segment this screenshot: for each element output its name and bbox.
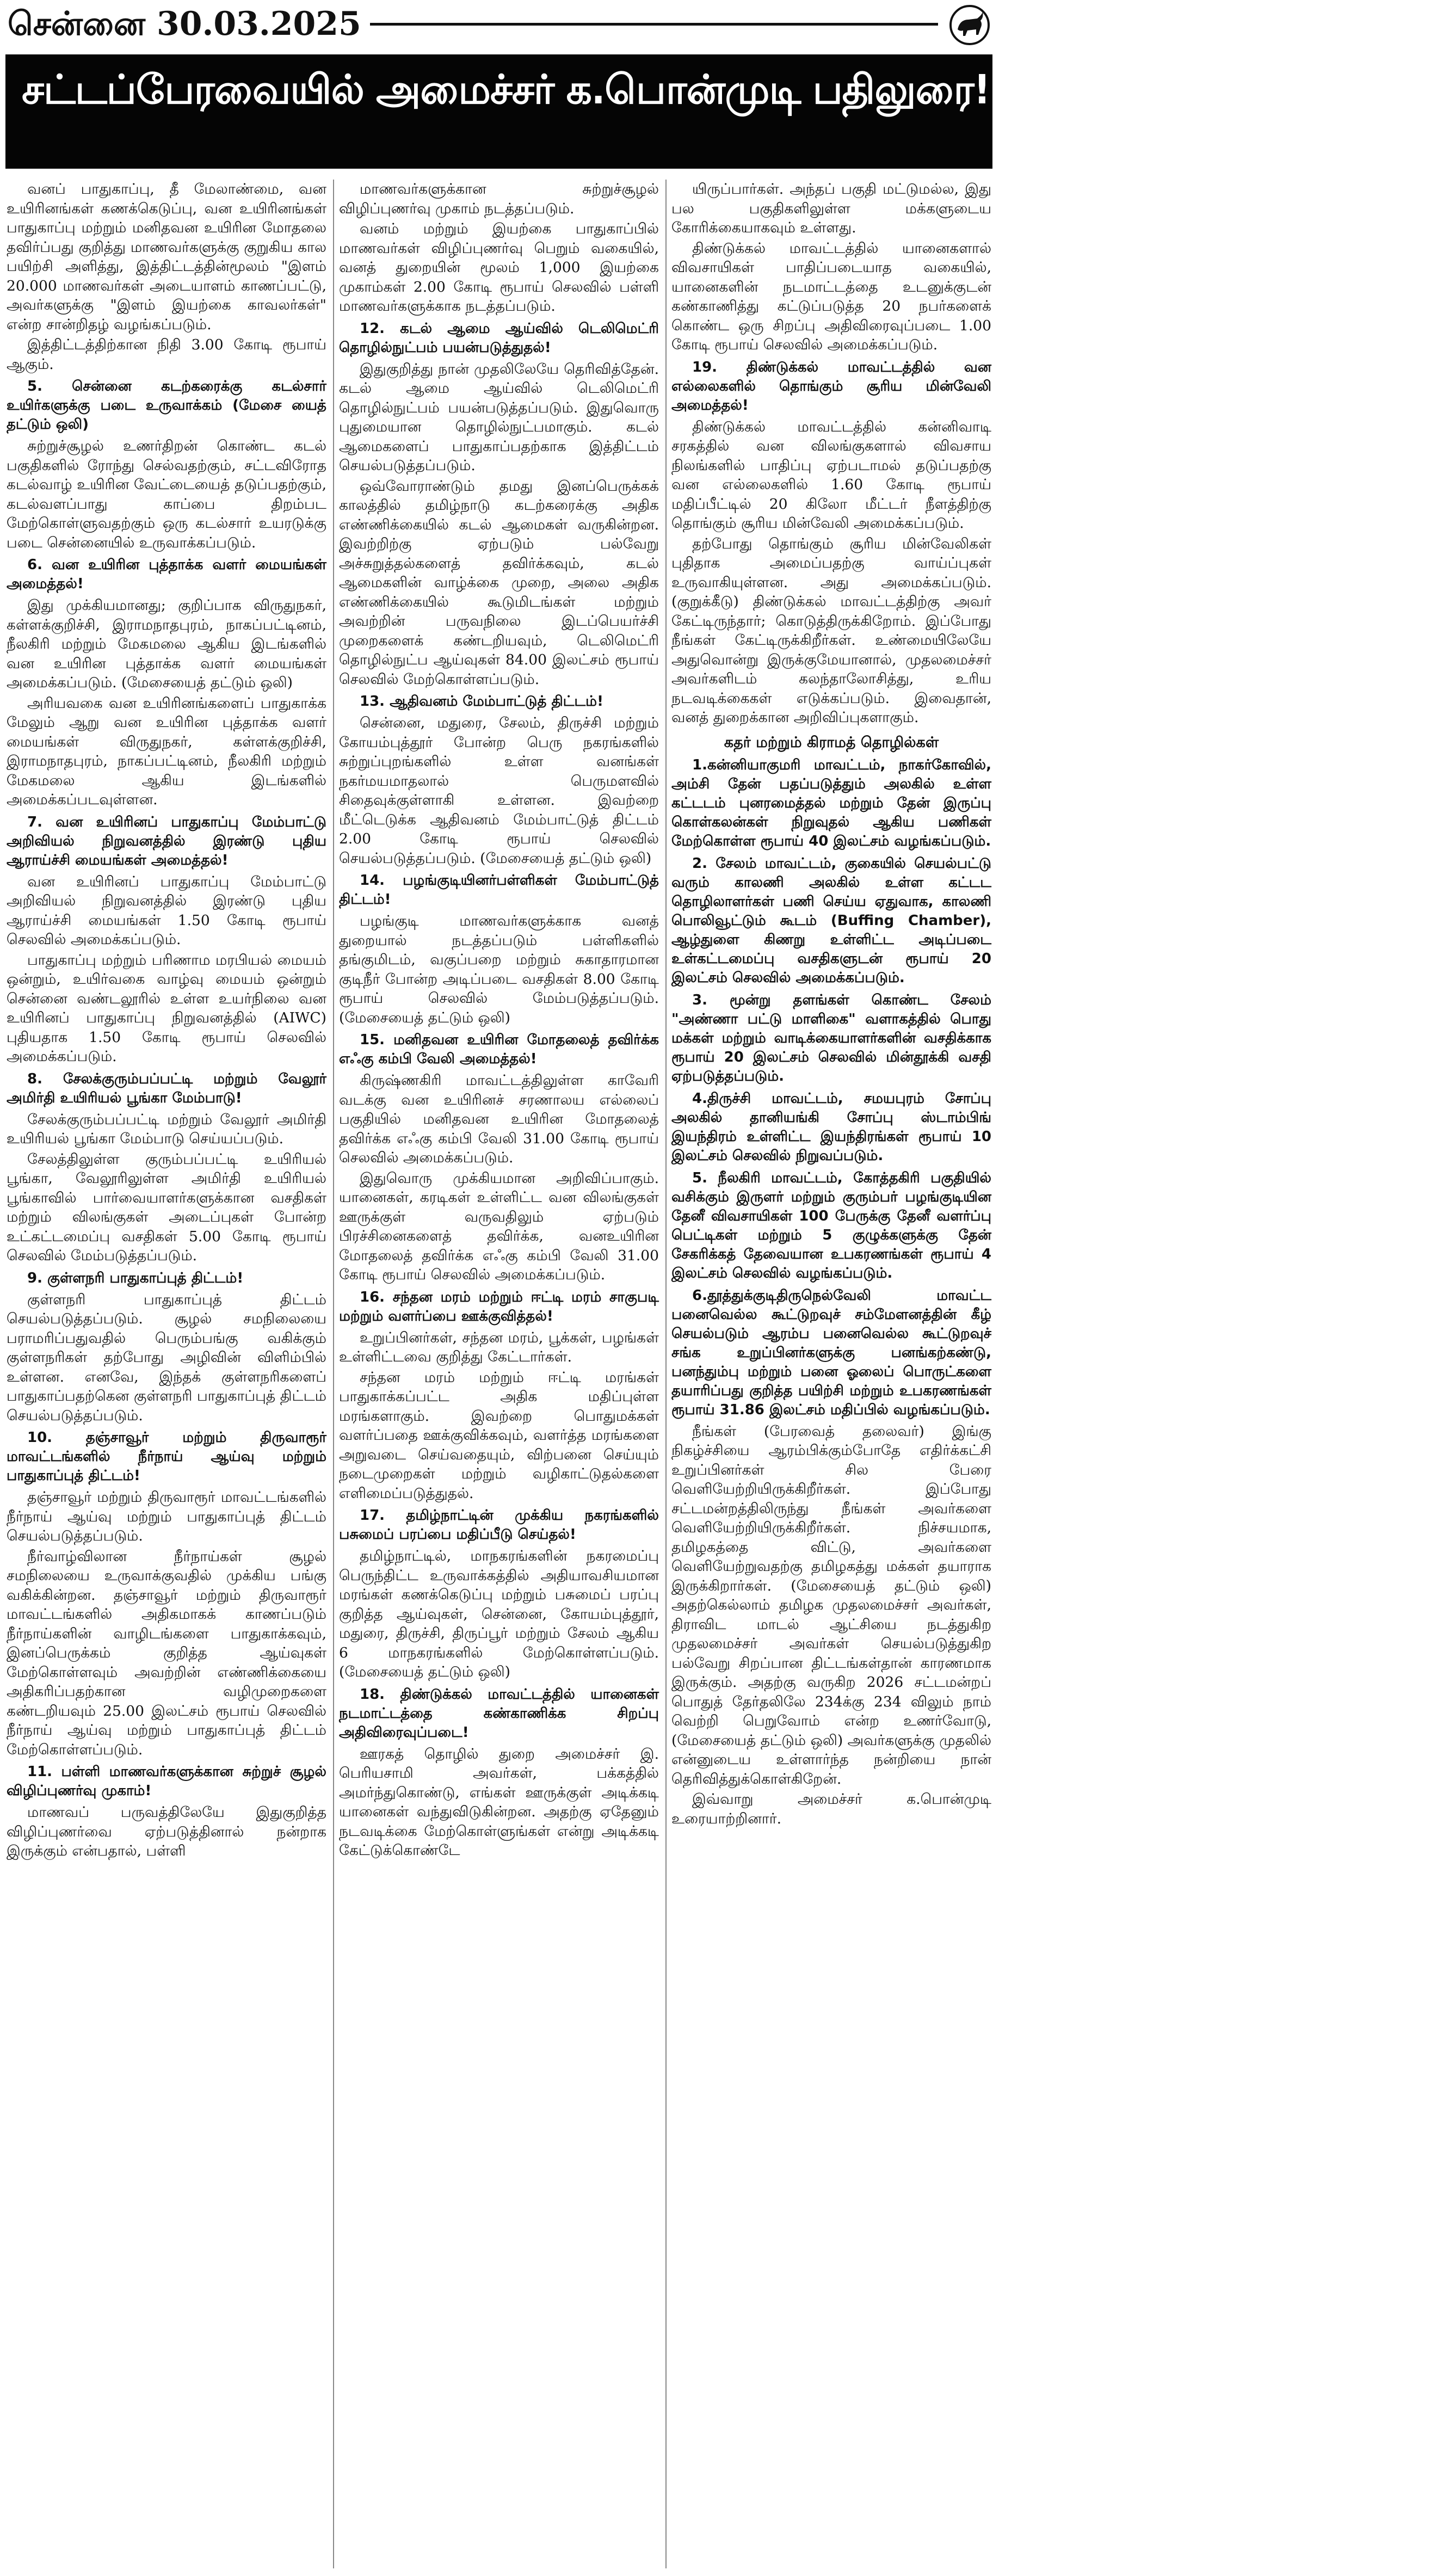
article-paragraph: வனம் மற்றும் இயற்கை பாதுகாப்பில் மாணவர்கள் விழிப்புணர்வு பெறும் வகையில், வனத் துறையின் மூலம் 1,000 இயற்கை முகாம்கள் 2.00 கோடி ரூபாய் செலவில் பள்ளி மாணவர்களுக்காக நடத்தப்படும். bbox=[339, 220, 659, 315]
article-paragraph: வன உயிரினப் பாதுகாப்பு மேம்பாட்டு அறிவியல் நிறுவனத்தில் இரண்டு புதிய ஆராய்ச்சி மையங்கள் 1.50 கோடி ரூபாய் செலவில் அமைக்கப்படும். bbox=[7, 873, 326, 948]
article-paragraph: சென்னை, மதுரை, சேலம், திருச்சி மற்றும் கோயம்புத்தூர் போன்ற பெரு நகரங்களில் சுற்றுப்புறங்களில் உள்ள வனங்கள் நகர்மயமாதலால் பெருமளவில் சிதைவுக்குள்ளாகி உள்ளன. இவற்றை மீட்டெடுக்க ஆதிவனம் மேம்பாட்டுத் திட்டம் 2.00 கோடி ரூபாய் செலவில் செயல்படுத்தப்படும். (மேசையைத் தட்டும் ஒலி) bbox=[339, 714, 659, 867]
article-paragraph: ஊரகத் தொழில் துறை அமைச்சர் இ. பெரியசாமி அவர்கள், பக்கத்தில் அமர்ந்துகொண்டு, எங்கள் ஊருக்குள் அடிக்கடி யானைகள் வந்துவிடுகின்றன. அதற்கு ஏதேனும் நடவடிக்கை மேற்கொள்ளுங்கள் என்று அடிக்கடி கேட்டுக்கொண்டே bbox=[339, 1745, 659, 1859]
article-paragraph: இவ்வாறு அமைச்சர் க.பொன்முடி உரையாற்றினார். bbox=[671, 1791, 991, 1827]
article-paragraph: தற்போது தொங்கும் சூரிய மின்வேலிகள் புதிதாக அமைப்பதற்கு வாய்ப்புகள் உருவாகியுள்ளன. அது அமைக்கப்படும். (குறுக்கீடு) திண்டுக்கல் மாவட்டத்திற்கு அவர் கேட்டிருந்தார்; கொடுத்திருக்கிறோம். இப்போது நீங்கள் கேட்டிருக்கிறீர்கள். உண்மையிலேயே அதுவொன்று இருக்குமேயானால், முதலமைச்சர் அவர்களிடம் கலந்தாலோசித்து, உரிய நடவடிக்கைகள் எடுக்கப்படும். இவைதான், வனத் துறைக்கான அறிவிப்புகளாகும். bbox=[671, 535, 991, 726]
section-heading: 4.திருச்சி மாவட்டம், சமயபுரம் சோப்பு அலகில் தானியங்கி சோப்பு ஸ்டாம்பிங் இயந்திரம் உள்ளிட்ட இயந்திரங்கள் ரூபாய் 10 இலட்சம் செலவில் நிறுவப்படும். bbox=[671, 1090, 991, 1164]
section-heading: 3. மூன்று தளங்கள் கொண்ட சேலம் "அண்ணா பட்டு மாளிகை" வளாகத்தில் பொது மக்கள் மற்றும் வாடிக்கையாளர்களின் வசதிக்காக ரூபாய் 20 இலட்சம் செலவில் மின்தூக்கி வசதி ஏற்படுத்தப்படும். bbox=[671, 991, 991, 1084]
article-paragraph: குள்ளநரி பாதுகாப்புத் திட்டம் செயல்படுத்தப்படும். சூழல் சமநிலையை பராமரிப்பதுவதில் பெரும்பங்கு வகிக்கும் குள்ளநரிகள் தற்போது அழிவின் விளிம்பில் உள்ளன. எனவே, இந்தக் குள்ளநரிகளைப் பாதுகாப்பதற்கென குள்ளநரி பாதுகாப்புத் திட்டம் செயல்படுத்தப்படும். bbox=[7, 1291, 326, 1424]
article-paragraph: அரியவகை வன உயிரினங்களைப் பாதுகாக்க மேலும் ஆறு வன உயிரின புத்தாக்க வளர் மையங்கள் விருதுநகர், கள்ளக்குறிச்சி, இராமநாதபுரம், நாகப்பட்டினம், நீலகிரி மற்றும் மேகமலை ஆகிய இடங்களில் அமைக்கப்படவுள்ளன. bbox=[7, 694, 326, 808]
article-paragraph: திண்டுக்கல் மாவட்டத்தில் யானைகளால் விவசாயிகள் பாதிப்படையாத வகையில், யானைகளின் நடமாட்டத்தை உடனுக்குடன் கண்காணித்து கட்டுப்படுத்த 20 நபர்களைக் கொண்ட ஒரு சிறப்பு அதிவிரைவுப்படை 1.00 கோடி ரூபாய் செலவில் அமைக்கப்படும். bbox=[671, 239, 991, 353]
article-paragraph: சேலக்குரும்பப்பட்டி மற்றும் வேலூர் அமிர்தி உயிரியல் பூங்கா மேம்பாடு செய்யப்படும். bbox=[7, 1111, 326, 1147]
article-paragraph: நீங்கள் (பேரவைத் தலைவர்) இங்கு நிகழ்ச்சியை ஆரம்பிக்கும்போதே எதிர்க்கட்சி உறுப்பினர்கள் சில பேரை வெளியேற்றியிருக்கிறீர்கள். இப்போது சட்டமன்றத்திலிருந்து நீங்கள் அவர்களை வெளியேற்றியிருக்கிறீர்கள். நிச்சயமாக, தமிழகத்தை விட்டு, அவர்களை வெளியேற்றுவதற்கு தமிழகத்து மக்கள் தயாராக இருக்கிறார்கள். (மேசையைத் தட்டும் ஒலி) அதற்கெல்லாம் தமிழக முதலமைச்சர் அவர்கள், திராவிட மாடல் ஆட்சியை நடத்துகிற முதலமைச்சர் அவர்கள் செயல்படுத்துகிற பல்வேறு சிறப்பான திட்டங்கள்தான் காரணமாக இருக்கும். அதற்கு வருகிற 2026 சட்டமன்றப் பொதுத் தேர்தலிலே 234க்கு 234 விலும் நாம் வெற்றி பெறுவோம் என்ற உணர்வோடு, (மேசையைத் தட்டும் ஒலி) அவர்களுக்கு முதலில் என்னுடைய உள்ளார்ந்த நன்றியை நான் தெரிவித்துக்கொள்கிறேன். bbox=[671, 1422, 991, 1788]
article-paragraph: வனப் பாதுகாப்பு, தீ மேலாண்மை, வன உயிரினங்கள் கணக்கெடுப்பு, வன உயிரினங்கள் பாதுகாப்பு மற்றும் மனிதவன உயிரின மோதலை தவிர்ப்பது குறித்து மாணவர்களுக்கு குறுகிய கால பயிற்சி அளித்து, இத்திட்டத்தின்மூலம் "இளம் 20.000 மாணவர்கள் அடையாளம் காணப்பட்டு, அவர்களுக்கு "இளம் இயற்கை காவலர்கள்" என்ற சான்றிதழ் வழங்கப்படும். bbox=[7, 181, 326, 333]
column-rule bbox=[665, 180, 667, 2568]
section-heading: 6.தூத்துக்குடிதிருநெல்வேலி மாவட்ட பனைவெல்ல கூட்டுறவுச் சம்மேளனத்தின் கீழ் செயல்படும் ஆரம்ப பனைவெல்ல கூட்டுறவுச் சங்க உறுப்பினர்களுக்கு பனங்கற்கண்டு, பனந்தும்பு மற்றும் பனை ஓலைப் பொருட்களை தயாரிப்பது குறித்த பயிற்சி மற்றும் உபகரணங்கள் ரூபாய் 31.86 இலட்சம் மதிப்பில் வழங்கப்படும். bbox=[671, 1287, 991, 1418]
article-paragraph: மாணவப் பருவத்திலேயே இதுகுறித்த விழிப்புணர்வை ஏற்படுத்தினால் நன்றாக இருக்கும் என்பதால், பள்ளி bbox=[7, 1804, 326, 1859]
headline-banner bbox=[5, 54, 1437, 169]
bull-icon bbox=[949, 4, 990, 46]
section-heading: 11. பள்ளி மாணவர்களுக்கான சுற்றுச் சூழல் விழிப்புணர்வு முகாம்! bbox=[7, 1764, 326, 1799]
section-heading: 19. திண்டுக்கல் மாவட்டத்தில் வன எல்லைகளில் தொங்கும் சூரிய மின்வேலி அமைத்தல்! bbox=[671, 359, 991, 414]
headline-continued: 12ஆம் பக்கத் தொடர்ச்சி bbox=[1029, 70, 1437, 113]
section-heading: 8. சேலக்குரும்பப்பட்டி மற்றும் வேலூர் அமிர்தி உயிரியல் பூங்கா மேம்பாடு! bbox=[7, 1070, 326, 1106]
article-paragraph: இது முக்கியமானது; குறிப்பாக விருதுநகர், கள்ளக்குறிச்சி, இராமநாதபுரம், நாகப்பட்டினம், நீலகிரி மற்றும் மேகமலை ஆகிய இடங்களில் வன உயிரின புத்தாக்க வளர் மையங்கள் அமைக்கப்படும். (மேசையைத் தட்டும் ஒலி) bbox=[7, 597, 326, 691]
section-heading: 17. தமிழ்நாட்டின் முக்கிய நகரங்களில் பசுமைப் பரப்பை மதிப்பீடு செய்தல்! bbox=[339, 1507, 659, 1543]
article-column-1 bbox=[7, 180, 326, 2568]
section-heading: 9. குள்ளநரி பாதுகாப்புத் திட்டம்! bbox=[27, 1269, 244, 1286]
article-paragraph: தஞ்சாவூர் மற்றும் திருவாரூர் மாவட்டங்களில் நீர்நாய் ஆய்வு மற்றும் பாதுகாப்புத் திட்டம் செயல்படுத்தப்படும். bbox=[7, 1489, 326, 1544]
article-paragraph: சுற்றுச்சூழல் உணர்திறன் கொண்ட கடல் பகுதிகளில் ரோந்து செல்வதற்கும், சட்டவிரோத கடல்வாழ் உயிரின வேட்டையைத் தடுப்பதற்கும், கடல்வளப்பாது காப்பை திறம்பட மேற்கொள்ளுவதற்கும் ஒரு கடல்சார் உயரடுக்கு படை சென்னையில் உருவாக்கப்படும். bbox=[7, 437, 326, 551]
article-column-2 bbox=[339, 180, 659, 2568]
article-paragraph: திண்டுக்கல் மாவட்டத்தில் கன்னிவாடி சரகத்தில் வன விலங்குகளால் விவசாய நிலங்களில் பாதிப்பு ஏற்படாமல் தடுப்பதற்கு வன எல்லைகளில் 1.60 கோடி ரூபாய் மதிப்பீட்டில் 20 கிலோ மீட்டர் நீளத்திற்கு தொங்கும் சூரிய மின்வேலி அமைக்கப்படும். bbox=[671, 418, 991, 532]
section-heading: 14. பழங்குடியினர்பள்ளிகள் மேம்பாட்டுத் திட்டம்! bbox=[339, 872, 659, 908]
section-heading: 2. சேலம் மாவட்டம், குகையில் செயல்பட்டு வரும் காலணி அலகில் உள்ள கட்டட தொழிலாளர்கள் பணி செய்ய ஏதுவாக, காலணி பொலிவூட்டும் கூடம் (Buffing Chamber), ஆழ்துளை கிணறு உள்ளிட்ட அடிப்படை உள்கட்டமைப்பு வசதிகளுடன் ரூபாய் 20 இலட்சம் செலவில் அமைக்கப்படும். bbox=[671, 855, 991, 986]
section-heading: 7. வன உயிரினப் பாதுகாப்பு மேம்பாட்டு அறிவியல் நிறுவனத்தில் இரண்டு புதிய ஆராய்ச்சி மையங்கள் அமைத்தல்! bbox=[7, 814, 326, 868]
masthead bbox=[0, 0, 998, 52]
section-heading: 5. சென்னை கடற்கரைக்கு கடல்சார் உயிர்களுக்கு படை உருவாக்கம் (மேசை யைத் தட்டும் ஒலி) bbox=[7, 378, 326, 433]
article-paragraph: பாதுகாப்பு மற்றும் பரிணாம மரபியல் மையம் ஒன்றும், உயிர்வகை வாழ்வு மையம் ஒன்றும் சென்னை வண்டலூரில் உள்ள உயர்நிலை வன உயிரினப் பாதுகாப்பு நிறுவனத்தில் (AIWC) புதியதாக 1.50 கோடி ரூபாய் செலவில் அமைக்கப்படும். bbox=[7, 951, 326, 1065]
date-line: சென்னை 30.03.2025 bbox=[8, 5, 361, 43]
article-paragraph: கிருஷ்ணகிரி மாவட்டத்திலுள்ள காவேரி வடக்கு வன உயிரினச் சரணாலய எல்லைப் பகுதியில் மனிதவன உயிரின மோதலைத் தவிர்க்க எஃகு கம்பி வேலி 31.00 கோடி ரூபாய் செலவில் அமைக்கப்படும். bbox=[339, 1072, 659, 1166]
section-heading: 10. தஞ்சாவூர் மற்றும் திருவாரூர் மாவட்டங்களில் நீர்நாய் ஆய்வு மற்றும் பாதுகாப்புத் திட்டம்! bbox=[7, 1429, 326, 1484]
section-heading: 15. மனிதவன உயிரின மோதலைத் தவிர்க்க எஃகு கம்பி வேலி அமைத்தல்! bbox=[339, 1032, 659, 1067]
article-paragraph: ஒவ்வோராண்டும் தமது இனப்பெருக்கக் காலத்தில் தமிழ்நாடு கடற்கரைக்கு அதிக எண்ணிக்கையில் கடல் ஆமைகள் வருகின்றன. இவற்றிற்கு ஏற்படும் பல்வேறு அச்சுறுத்தல்களைத் தவிர்க்கவும், கடல் ஆமைகளின் வாழ்க்கை முறை, அலை அதிக எண்ணிக்கையில் கூடுமிடங்கள் மற்றும் அவற்றின் பருவநிலை இடப்பெயர்ச்சி முறைகளைக் கண்டறியவும், டெலிமெட்ரி தொழில்நுட்ப ஆய்வுகள் 84.00 இலட்சம் ரூபாய் செலவில் மேற்கொள்ளப்படும். bbox=[339, 477, 659, 688]
section-heading: 1.கன்னியாகுமரி மாவட்டம், நாகர்கோவில், அம்சி தேன் பதப்படுத்தும் அலகில் உள்ள கட்டடம் புனரமைத்தல் மற்றும் தேன் இருப்பு கொள்கலன்கள் நிறுவுதல் ஆகிய பணிகள் மேற்கொள்ள ரூபாய் 40 இலட்சம் வழங்கப்படும். bbox=[671, 756, 991, 849]
article-paragraph: சேலத்திலுள்ள குரும்பப்பட்டி உயிரியல் பூங்கா, வேலூரிலுள்ள அமிர்தி உயிரியல் பூங்காவில் பார்வையாளர்களுக்கான வசதிகள் மற்றும் விலங்குகள் அடைப்புகள் போன்ற உட்கட்டமைப்பு வசதிகள் 5.00 கோடி ரூபாய் செலவில் மேம்படுத்தப்படும். bbox=[7, 1150, 326, 1264]
article-paragraph: பழங்குடி மாணவர்களுக்காக வனத் துறையால் நடத்தப்படும் பள்ளிகளில் தங்குமிடம், வகுப்பறை மற்றும் சுகாதாரமான குடிநீர் போன்ற அடிப்படை வசதிகள் 8.00 கோடி ரூபாய் செலவில் மேம்படுத்தப்படும். (மேசையைத் தட்டும் ஒலி) bbox=[339, 913, 659, 1026]
section-heading: 5. நீலகிரி மாவட்டம், கோத்தகிரி பகுதியில் வசிக்கும் இருளர் மற்றும் குரும்பர் பழங்குடியின தேனீ விவசாயிகள் 100 பேருக்கு தேனீ வளர்ப்பு பெட்டிகள் மற்றும் 5 குழுக்களுக்கு தேன் சேகரிக்கத் தேவையான உபகரணங்கள் ரூபாய் 4 இலட்சம் செலவில் வழங்கப்படும். bbox=[671, 1169, 991, 1281]
section-heading: 13. ஆதிவனம் மேம்பாட்டுத் திட்டம்! bbox=[360, 693, 603, 710]
article-paragraph: யிருப்பார்கள். அந்தப் பகுதி மட்டுமல்ல, இது பல பகுதிகளிலுள்ள மக்களுடைய கோரிக்கையாகவும் உள்ளது. bbox=[671, 181, 991, 236]
column-rule bbox=[333, 180, 334, 2568]
section-heading: 18. திண்டுக்கல் மாவட்டத்தில் யானைகள் நடமாட்டத்தை கண்காணிக்க சிறப்பு அதிவிரைவுப்படை! bbox=[339, 1686, 659, 1741]
article-paragraph: இதுவொரு முக்கியமான அறிவிப்பாகும். யானைகள், கரடிகள் உள்ளிட்ட வன விலங்குகள் ஊருக்குள் வருவதிலும் ஏற்படும் பிரச்சினைகளைத் தவிர்க்க, வனஉயிரின மோதலைத் தவிர்க்க எஃகு கம்பி வேலி 31.00 கோடி ரூபாய் செலவில் அமைக்கப்படும். bbox=[339, 1169, 659, 1283]
section-heading: 6. வன உயிரின புத்தாக்க வளர் மையங்கள் அமைத்தல்! bbox=[7, 557, 326, 592]
article-paragraph: மாணவர்களுக்கான சுற்றுச்சூழல் விழிப்புணர்வு முகாம் நடத்தப்படும். bbox=[339, 181, 659, 217]
section-heading: 12. கடல் ஆமை ஆய்வில் டெலிமெட்ரி தொழில்நுட்பம் பயன்படுத்துதல்! bbox=[339, 320, 659, 356]
article-column-3 bbox=[671, 180, 991, 2568]
section-title: கதர் மற்றும் கிராமத் தொழில்கள் bbox=[724, 734, 939, 751]
masthead-rule bbox=[370, 23, 938, 26]
article-paragraph: உறுப்பினர்கள், சந்தன மரம், பூக்கள், பழங்கள் உள்ளிட்டவை குறித்து கேட்டார்கள். bbox=[339, 1329, 659, 1365]
headline-main: சட்டப்பேரவையில் அமைச்சர் க.பொன்முடி பதிலுரை!... bbox=[22, 66, 1029, 113]
article-paragraph: இதுகுறித்து நான் முதலிலேயே தெரிவித்தேன். கடல் ஆமை ஆய்வில் டெலிமெட்ரி தொழில்நுட்பம் பயன்படுத்தப்படும். இதுவொரு புதுமையான தொழில்நுட்பமாகும். கடல் ஆமைகளைப் பாதுகாப்பதற்காக இத்திட்டம் செயல்படுத்தப்படும். bbox=[339, 360, 659, 474]
article-paragraph: சந்தன மரம் மற்றும் ஈட்டி மரங்கள் பாதுகாக்கப்பட்ட அதிக மதிப்புள்ள மரங்களாகும். இவற்றை பொதுமக்கள் வளர்ப்பதை ஊக்குவிக்கவும், வளர்த்த மரங்களை அறுவடை செய்வதையும், விற்பனை செய்யும் நடைமுறைகள் மற்றும் வழிகாட்டுதல்களை எளிமைப்படுத்துதல். bbox=[339, 1369, 659, 1502]
article-paragraph: தமிழ்நாட்டில், மாநகரங்களின் நகரமைப்பு பெருந்திட்ட உருவாக்கத்தில் அதியாவசியமான மரங்கள் கணக்கெடுப்பு மற்றும் பசுமைப் பரப்பு குறித்த ஆய்வுகள், சென்னை, கோயம்புத்தூர், மதுரை, திருச்சி, திருப்பூர் மற்றும் சேலம் ஆகிய 6 மாநகரங்களில் மேற்கொள்ளப்படும். (மேசையைத் தட்டும் ஒலி) bbox=[339, 1548, 659, 1680]
article-paragraph: இத்திட்டத்திற்கான நிதி 3.00 கோடி ரூபாய் ஆகும். bbox=[7, 336, 326, 373]
article-paragraph: நீர்வாழ்விலான நீர்நாய்கள் சூழல் சமநிலையை உருவாக்குவதில் முக்கிய பங்கு வகிக்கின்றன. தஞ்சாவூர் மற்றும் திருவாரூர் மாவட்டங்களில் அதிகமாகக் காணப்படும் நீர்நாய்களின் வாழிடங்களை பாதுகாக்கவும், இனப்பெருக்கம் குறித்த ஆய்வுகள் மேற்கொள்ளவும் அவற்றின் எண்ணிக்கையை அதிகரிப்பதற்கான வழிமுறைகளை கண்டறியவும் 25.00 இலட்சம் ரூபாய் செலவில் நீர்நாய் ஆய்வு மற்றும் பாதுகாப்புத் திட்டம் மேற்கொள்ளப்படும். bbox=[7, 1548, 326, 1758]
section-heading: 16. சந்தன மரம் மற்றும் ஈட்டி மரம் சாகுபடி மற்றும் வளர்ப்பை ஊக்குவித்தல்! bbox=[339, 1289, 659, 1324]
